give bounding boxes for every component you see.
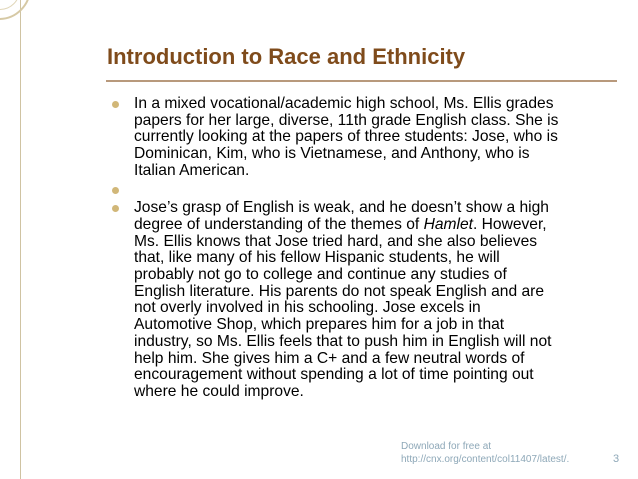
bullet-line: Ms. Ellis knows that Jose tried hard, and she also believes xyxy=(134,232,538,250)
left-border-line xyxy=(20,0,21,479)
bullet-line: that, like many of his fellow Hispanic students, he will xyxy=(134,249,500,267)
bullet-dot-icon xyxy=(112,101,119,108)
bullet-line: degree of understanding of the themes of Hamlet. However, xyxy=(134,215,547,233)
bullet-item xyxy=(110,182,622,199)
slide-number: 3 xyxy=(613,453,620,465)
bullet-line: In a mixed vocational/academic high school, Ms. Ellis grades xyxy=(134,95,554,112)
footer-line-1: Download for free at xyxy=(401,441,492,452)
bullet-line: Jose’s grasp of English is weak, and he doesn’t show a high xyxy=(134,199,549,217)
bullet-line: probably not go to college and continue any studies of xyxy=(134,266,507,284)
italic-title: Hamlet xyxy=(423,215,473,233)
bullet-line: Italian American. xyxy=(134,161,250,179)
bullet-line: Dominican, Kim, who is Vietnamese, and Anthony, who is xyxy=(134,145,530,163)
bullet-line: not overly involved in his schooling. Jose excels in xyxy=(134,299,481,317)
bullet-dot-icon xyxy=(112,187,119,194)
title-underline xyxy=(106,80,617,82)
bullet-line: industry, so Ms. Ellis feels that to push him in English will not xyxy=(134,332,552,350)
slide-title: Introduction to Race and Ethnicity xyxy=(107,44,466,69)
bullet-dot-icon xyxy=(112,205,119,212)
bullet-line: English literature. His parents do not speak English and are xyxy=(134,282,545,300)
bullet-line: encouragement without spending a lot of time pointing out xyxy=(134,366,534,384)
bullet-item xyxy=(110,96,622,180)
footer-line-2[interactable]: http://cnx.org/content/col11407/latest/. xyxy=(401,454,570,465)
bullet-line: currently looking at the papers of three students: Jose, who is xyxy=(134,128,558,146)
bullet-list xyxy=(110,96,622,401)
footer-download-note xyxy=(401,440,569,466)
bullet-line: where he could improve. xyxy=(134,382,304,400)
bullet-line: Automotive Shop, which prepares him for a job in that xyxy=(134,316,505,334)
bullet-line: help him. She gives him a C+ and a few neutral words of xyxy=(134,349,525,367)
bullet-item xyxy=(110,200,622,400)
bullet-line: papers for her large, diverse, 11th grade English class. She is xyxy=(134,111,559,129)
